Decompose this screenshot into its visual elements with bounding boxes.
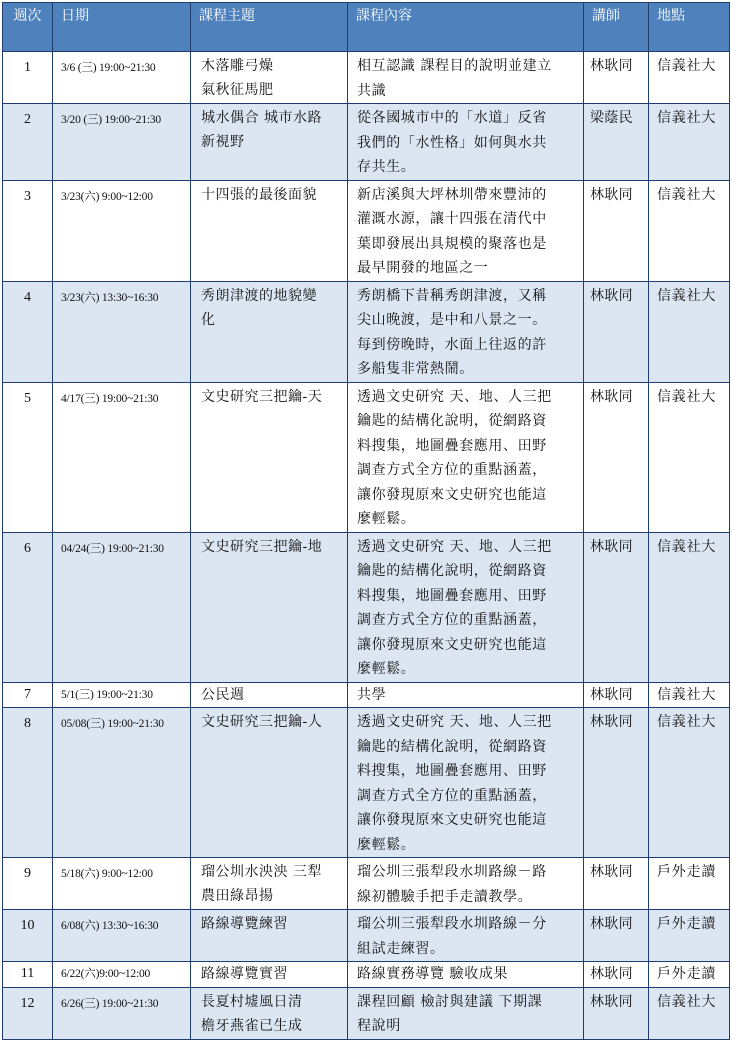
content-text: 透過文史研究 天、地、人三把 鑰匙的結構化說明，從網路資 料搜集，地圖疊套應用、田野 調查方式全方位的重點涵蓋， 讓你發現原來文史研究也能這 麼輕鬆。	[357, 388, 552, 527]
topic-text: 城水偶合 城市水路 新視野	[201, 110, 322, 150]
week-cell: 1	[3, 52, 53, 104]
content-cell	[348, 382, 584, 532]
topic-text: 路線導覽練習	[201, 916, 288, 932]
content-text: 瑠公圳三張犁段水圳路線－分 組試走練習。	[357, 916, 547, 957]
week-cell: 2	[3, 104, 53, 181]
content-text: 路線實務導覽 驗收成果	[357, 966, 509, 982]
header-topic: 課程主題	[191, 3, 348, 52]
week-cell: 3	[3, 180, 53, 281]
teacher-cell: 林耿同	[584, 987, 649, 1039]
topic-cell	[191, 708, 348, 858]
topic-text: 文史研究三把鑰-人	[201, 714, 323, 730]
table-row	[3, 180, 730, 281]
header-content: 課程內容	[348, 3, 584, 52]
topic-text: 文史研究三把鑰-地	[201, 538, 323, 555]
topic-text: 長夏村墟風日清 檐牙燕雀已生成	[201, 993, 303, 1034]
date-cell: 3/23(六) 9:00~12:00	[53, 180, 191, 281]
week-cell: 10	[3, 910, 53, 962]
date-cell: 6/26(三) 19:00~21:30	[53, 987, 191, 1039]
week-cell: 6	[3, 532, 53, 682]
date-cell: 3/20 (三) 19:00~21:30	[53, 104, 191, 181]
place-cell: 信義社大	[649, 180, 730, 281]
date-cell: 3/23(六) 13:30~16:30	[53, 281, 191, 382]
place-cell: 信義社大	[649, 281, 730, 382]
teacher-cell: 林耿同	[584, 532, 649, 682]
date-cell: 3/6 (三) 19:00~21:30	[53, 52, 191, 104]
topic-text: 十四張的最後面貌	[201, 186, 317, 203]
week-cell: 8	[3, 708, 53, 858]
content-cell	[348, 708, 584, 858]
place-cell: 戶外走讀	[649, 962, 730, 988]
topic-cell	[191, 281, 348, 382]
content-text: 透過文史研究 天、地、人三把 鑰匙的結構化說明，從網路資 料搜集，地圖疊套應用、田野 調查方式全方位的重點涵蓋， 讓你發現原來文史研究也能這 麼輕鬆。	[357, 714, 552, 853]
content-text: 秀朗橋下昔稱秀朗津渡，又稱 尖山晚渡，是中和八景之一。 每到傍晚時，水面上往返的許 多船隻非常熱鬧。	[357, 287, 547, 377]
topic-cell	[191, 858, 348, 910]
week-cell: 7	[3, 682, 53, 708]
place-cell: 信義社大	[649, 52, 730, 104]
date-cell: 6/08(六) 13:30~16:30	[53, 910, 191, 962]
teacher-cell: 林耿同	[584, 682, 649, 708]
topic-text: 路線導覽實習	[201, 966, 288, 982]
topic-cell	[191, 382, 348, 532]
topic-text: 秀朗津渡的地貌變 化	[201, 287, 317, 328]
table-header-row	[3, 3, 730, 52]
teacher-cell: 林耿同	[584, 708, 649, 858]
place-cell: 信義社大	[649, 104, 730, 181]
content-text: 共學	[357, 686, 387, 703]
place-cell: 戶外走讀	[649, 910, 730, 962]
table-row	[3, 52, 730, 104]
content-cell	[348, 180, 584, 281]
place-cell: 戶外走讀	[649, 858, 730, 910]
content-cell	[348, 962, 584, 988]
content-text: 瑠公圳三張犁段水圳路線－路 線初體驗手把手走讀教學。	[357, 864, 547, 905]
place-cell: 信義社大	[649, 382, 730, 532]
content-cell	[348, 858, 584, 910]
place-cell: 信義社大	[649, 708, 730, 858]
topic-text: 文史研究三把鑰-天	[201, 388, 323, 405]
content-text: 相互認識 課程目的說明並建立 共識	[357, 58, 552, 99]
topic-cell	[191, 52, 348, 104]
week-cell: 5	[3, 382, 53, 532]
teacher-cell: 梁蔭民	[584, 104, 649, 181]
teacher-cell: 林耿同	[584, 858, 649, 910]
table-row	[3, 962, 730, 988]
teacher-cell: 林耿同	[584, 281, 649, 382]
table-row	[3, 858, 730, 910]
content-cell	[348, 532, 584, 682]
week-cell: 9	[3, 858, 53, 910]
place-cell: 信義社大	[649, 987, 730, 1039]
content-cell	[348, 52, 584, 104]
header-date: 日期	[53, 3, 191, 52]
table-row	[3, 910, 730, 962]
content-text: 透過文史研究 天、地、人三把 鑰匙的結構化說明，從網路資 料搜集，地圖疊套應用、田野 調查方式全方位的重點涵蓋， 讓你發現原來文史研究也能這 麼輕鬆。	[357, 538, 552, 677]
table-row	[3, 382, 730, 532]
course-schedule-table	[2, 2, 730, 1040]
content-cell	[348, 987, 584, 1039]
content-text: 課程回顧 檢討與建議 下期課 程說明	[357, 993, 543, 1034]
week-cell: 12	[3, 987, 53, 1039]
teacher-cell: 林耿同	[584, 962, 649, 988]
topic-text: 公民週	[201, 686, 245, 703]
date-cell: 04/24(三) 19:00~21:30	[53, 532, 191, 682]
topic-cell	[191, 532, 348, 682]
teacher-cell: 林耿同	[584, 910, 649, 962]
table-row	[3, 281, 730, 382]
content-cell	[348, 910, 584, 962]
topic-cell	[191, 987, 348, 1039]
date-cell: 5/18(六) 9:00~12:00	[53, 858, 191, 910]
header-place: 地點	[649, 3, 730, 52]
date-cell: 4/17(三) 19:00~21:30	[53, 382, 191, 532]
header-week: 週次	[3, 3, 53, 52]
date-cell: 5/1(三) 19:00~21:30	[53, 682, 191, 708]
week-cell: 4	[3, 281, 53, 382]
content-cell	[348, 104, 584, 181]
header-teacher: 講師	[584, 3, 649, 52]
table-row	[3, 987, 730, 1039]
content-text: 從各國城市中的「水道」反省 我們的「水性格」如何與水共 存共生。	[357, 110, 547, 175]
topic-cell	[191, 104, 348, 181]
topic-text: 瑠公圳水泱泱 三犁 農田綠昂揚	[201, 864, 322, 904]
content-cell	[348, 682, 584, 708]
content-cell	[348, 281, 584, 382]
date-cell: 6/22(六)9:00~12:00	[53, 962, 191, 988]
table-row	[3, 708, 730, 858]
week-cell: 11	[3, 962, 53, 988]
table-row	[3, 104, 730, 181]
place-cell: 信義社大	[649, 532, 730, 682]
topic-cell	[191, 180, 348, 281]
place-cell: 信義社大	[649, 682, 730, 708]
date-cell: 05/08(三) 19:00~21:30	[53, 708, 191, 858]
table-row	[3, 532, 730, 682]
topic-cell	[191, 910, 348, 962]
teacher-cell: 林耿同	[584, 180, 649, 281]
teacher-cell: 林耿同	[584, 382, 649, 532]
topic-cell	[191, 682, 348, 708]
table-row	[3, 682, 730, 708]
content-text: 新店溪與大坪林圳帶來豐沛的 灌溉水源，讓十四張在清代中 葉即發展出具規模的聚落也是 最早開發的地區之一	[357, 186, 547, 276]
teacher-cell: 林耿同	[584, 52, 649, 104]
topic-cell	[191, 962, 348, 988]
topic-text: 木落雕弓燥 氣秋征馬肥	[201, 58, 274, 98]
